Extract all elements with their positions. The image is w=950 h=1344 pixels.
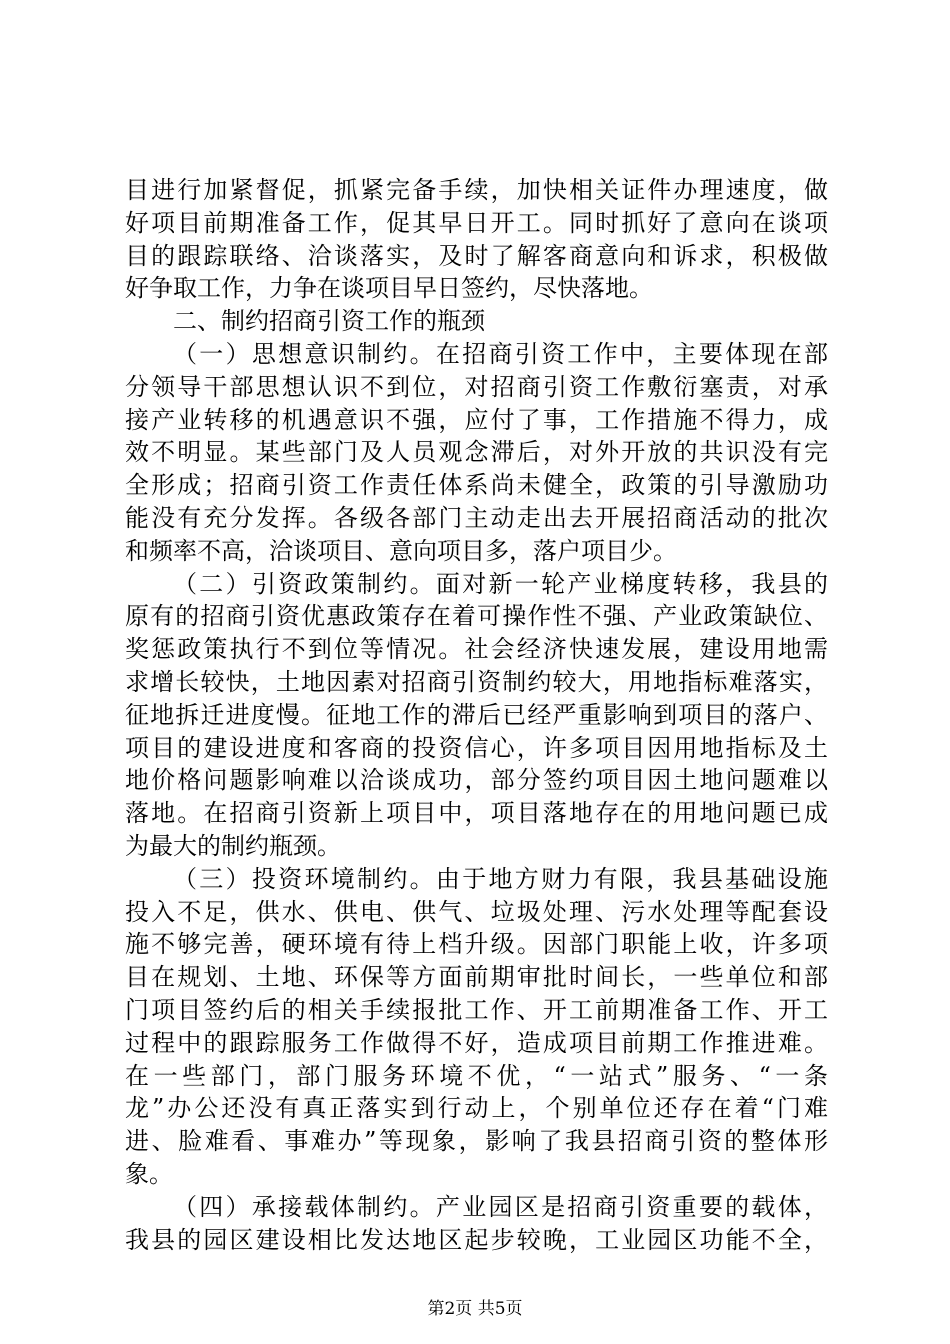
- text-line: 象。: [125, 1159, 173, 1188]
- text-line: 效不明显。某些部门及人员观念滞后，对外开放的共识没有完: [125, 438, 828, 467]
- text-line: （二）引资政策制约。面对新一轮产业梯度转移，我县的: [173, 569, 828, 598]
- text-line: 过程中的跟踪服务工作做得不好，造成项目前期工作推进难。: [125, 1028, 828, 1057]
- text-line: 为最大的制约瓶颈。: [125, 831, 341, 860]
- text-line: 奖惩政策执行不到位等情况。社会经济快速发展，建设用地需: [125, 635, 828, 664]
- text-line: 全形成；招商引资工作责任体系尚未健全，政策的引导激励功: [125, 471, 828, 500]
- text-line: 接产业转移的机遇意识不强，应付了事，工作措施不得力，成: [125, 405, 828, 434]
- text-line: （三）投资环境制约。由于地方财力有限，我县基础设施: [173, 864, 828, 893]
- text-line: 求增长较快，土地因素对招商引资制约较大，用地指标难落实，: [125, 667, 828, 696]
- text-line: 落地。在招商引资新上项目中，项目落地存在的用地问题已成: [125, 799, 828, 828]
- text-line: 好争取工作，力争在谈项目早日签约，尽快落地。: [125, 274, 653, 303]
- text-line: 能没有充分发挥。各级各部门主动走出去开展招商活动的批次: [125, 503, 828, 532]
- text-line: 龙”办公还没有真正落实到行动上，个别单位还存在着“门难: [125, 1094, 828, 1123]
- text-line: 地价格问题影响难以洽谈成功，部分签约项目因土地问题难以: [125, 766, 828, 795]
- text-line: 在一些部门，部门服务环境不优，“一站式”服务、“一条: [125, 1061, 828, 1090]
- text-line: 目的跟踪联络、洽谈落实，及时了解客商意向和诉求，积极做: [125, 241, 828, 270]
- text-line: 目在规划、土地、环保等方面前期审批时间长，一些单位和部: [125, 963, 828, 992]
- text-line: 二、制约招商引资工作的瓶颈: [173, 307, 485, 336]
- text-line: 项目的建设进度和客商的投资信心，许多项目因用地指标及土: [125, 733, 828, 762]
- text-line: （一）思想意识制约。在招商引资工作中，主要体现在部: [173, 339, 828, 368]
- text-line: 门项目签约后的相关手续报批工作、开工前期准备工作、开工: [125, 995, 828, 1024]
- text-line: 进、脸难看、事难办”等现象，影响了我县招商引资的整体形: [125, 1127, 828, 1156]
- text-line: 征地拆迁进度慢。征地工作的滞后已经严重影响到项目的落户、: [125, 700, 828, 729]
- page-footer: 第2页 共5页: [427, 1299, 523, 1319]
- text-line: 分领导干部思想认识不到位，对招商引资工作敷衍塞责，对承: [125, 372, 828, 401]
- text-line: 目进行加紧督促，抓紧完备手续，加快相关证件办理速度，做: [125, 176, 828, 204]
- text-line: （四）承接载体制约。产业园区是招商引资重要的载体，: [173, 1192, 828, 1221]
- text-line: 我县的园区建设相比发达地区起步较晚，工业园区功能不全，: [125, 1225, 828, 1254]
- text-line: 好项目前期准备工作，促其早日开工。同时抓好了意向在谈项: [125, 208, 828, 237]
- text-line: 原有的招商引资优惠政策存在着可操作性不强、产业政策缺位、: [125, 602, 828, 631]
- text-line: 投入不足，供水、供电、供气、垃圾处理、污水处理等配套设: [125, 897, 828, 926]
- document-body: [125, 174, 828, 1256]
- text-line: 施不够完善，硬环境有待上档升级。因部门职能上收，许多项: [125, 930, 828, 959]
- text-line: 和频率不高，洽谈项目、意向项目多，落户项目少。: [125, 536, 677, 565]
